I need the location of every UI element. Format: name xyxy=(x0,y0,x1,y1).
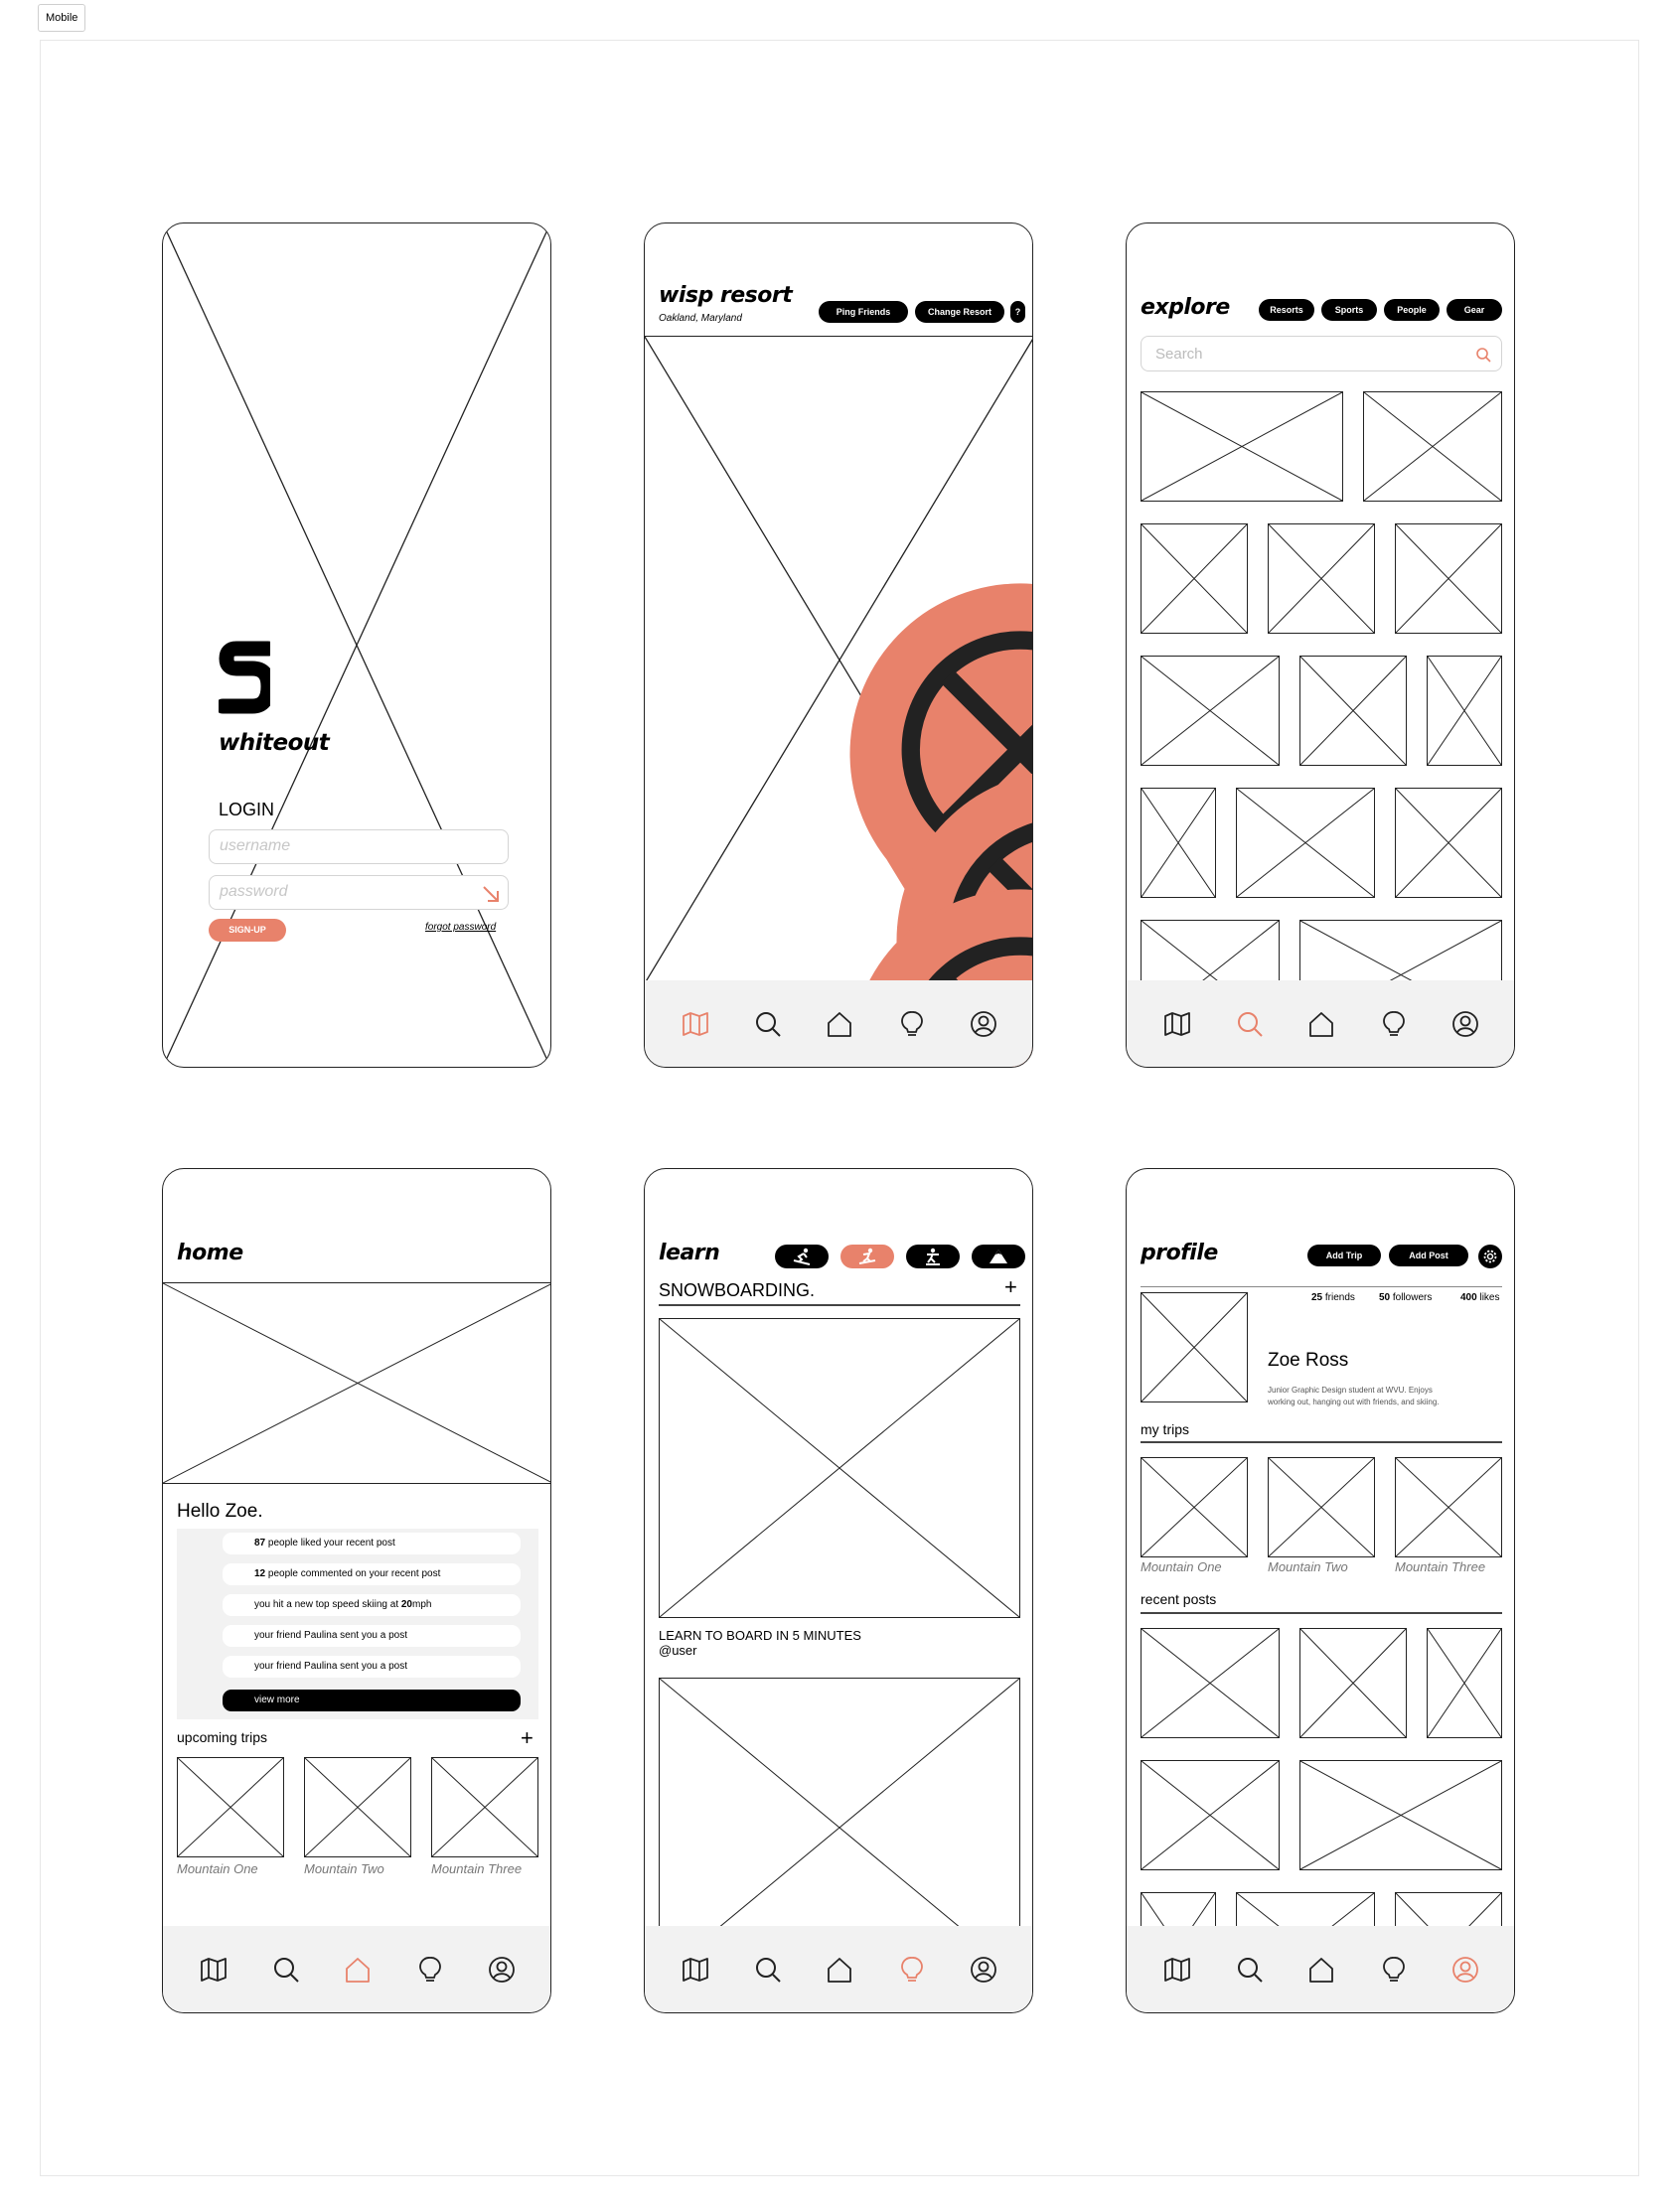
frame-label: Mobile xyxy=(38,4,85,32)
resort-map[interactable] xyxy=(645,336,1033,984)
notification-count: 87 xyxy=(254,1538,266,1548)
notification-text: people commented on your recent post xyxy=(265,1568,441,1579)
add-post-button[interactable]: Add Post xyxy=(1389,1245,1468,1266)
search-icon[interactable] xyxy=(754,1956,782,1984)
search-icon[interactable] xyxy=(1236,1010,1264,1038)
mountain-filter-button[interactable] xyxy=(972,1245,1025,1268)
resort-title: wisp resort xyxy=(659,283,793,308)
notification-item[interactable] xyxy=(223,1625,521,1647)
trip-caption: Mountain One xyxy=(177,1861,258,1876)
search-icon[interactable] xyxy=(754,1010,782,1038)
profile-icon[interactable] xyxy=(1451,1010,1479,1038)
recent-posts-heading: recent posts xyxy=(1141,1591,1217,1607)
trip-image[interactable] xyxy=(1395,1457,1502,1557)
add-trip-button[interactable]: + xyxy=(521,1725,533,1750)
explore-image[interactable] xyxy=(1236,788,1375,898)
notification-item[interactable] xyxy=(223,1656,521,1678)
notification-item[interactable] xyxy=(223,1533,521,1554)
explore-image[interactable] xyxy=(1427,656,1502,766)
divider xyxy=(1141,1286,1502,1287)
lightbulb-icon[interactable] xyxy=(898,1010,926,1038)
map-icon[interactable] xyxy=(682,1956,709,1984)
lightbulb-icon[interactable] xyxy=(1380,1956,1408,1984)
home-icon[interactable] xyxy=(1307,1010,1335,1038)
help-button[interactable]: ? xyxy=(1010,301,1025,323)
login-heading: LOGIN xyxy=(219,800,275,819)
forgot-password-link[interactable]: forgot password xyxy=(425,922,497,933)
notifications-panel xyxy=(177,1529,538,1719)
home-screen xyxy=(162,1168,551,2013)
profile-name: Zoe Ross xyxy=(1268,1350,1349,1371)
snowboard-filter-button[interactable] xyxy=(840,1245,894,1268)
resort-location: Oakland, Maryland xyxy=(659,313,742,324)
lightbulb-icon[interactable] xyxy=(416,1956,444,1984)
lightbulb-icon[interactable] xyxy=(1380,1010,1408,1038)
explore-image[interactable] xyxy=(1141,656,1280,766)
lightbulb-icon[interactable] xyxy=(898,1956,926,1984)
likes-stat[interactable] xyxy=(1460,1292,1499,1303)
snowboarder-icon xyxy=(857,1248,877,1265)
add-button[interactable]: + xyxy=(1004,1274,1017,1299)
post-image[interactable] xyxy=(1299,1760,1502,1870)
bottom-nav xyxy=(645,1926,1032,2012)
home-icon[interactable] xyxy=(344,1956,372,1984)
profile-icon[interactable] xyxy=(1451,1956,1479,1984)
settings-button[interactable] xyxy=(1478,1245,1502,1268)
change-resort-button[interactable]: Change Resort xyxy=(915,301,1004,323)
post-image[interactable] xyxy=(1299,1628,1407,1738)
profile-screen xyxy=(1126,1168,1515,2013)
map-icon[interactable] xyxy=(1163,1956,1191,1984)
trip-caption: Mountain Two xyxy=(1268,1559,1348,1574)
trip-image[interactable] xyxy=(177,1757,284,1857)
home-title: home xyxy=(177,1241,243,1265)
trip-caption: Mountain Three xyxy=(431,1861,523,1876)
profile-bio: working out, hanging out with friends, and skiing. xyxy=(1268,1398,1440,1406)
trip-caption: Mountain Three xyxy=(1395,1559,1486,1574)
upcoming-trips-heading: upcoming trips xyxy=(177,1729,268,1745)
tab-resorts[interactable]: Resorts xyxy=(1259,299,1314,321)
video-author[interactable]: @user xyxy=(659,1643,697,1658)
likes-label: likes xyxy=(1476,1292,1500,1303)
profile-title: profile xyxy=(1141,1241,1218,1265)
explore-image[interactable] xyxy=(1141,788,1216,898)
profile-bio: Junior Graphic Design student at WVU. Enjoys xyxy=(1268,1386,1433,1395)
home-icon[interactable] xyxy=(826,1010,853,1038)
notification-text: your friend Paulina sent you a post xyxy=(254,1630,407,1641)
followers-label: followers xyxy=(1390,1292,1433,1303)
username-placeholder: username xyxy=(220,837,291,854)
section-heading: SNOWBOARDING. xyxy=(659,1280,816,1300)
bottom-nav xyxy=(163,1926,550,2012)
add-trip-button[interactable]: Add Trip xyxy=(1307,1245,1381,1266)
friends-count: 25 xyxy=(1311,1292,1323,1303)
notification-speed: 20 xyxy=(400,1599,412,1610)
tab-sports[interactable]: Sports xyxy=(1321,299,1377,321)
skier-icon xyxy=(792,1248,812,1265)
password-placeholder: password xyxy=(220,883,288,900)
tab-people[interactable]: People xyxy=(1384,299,1440,321)
my-trips-heading: my trips xyxy=(1141,1421,1189,1437)
home-icon[interactable] xyxy=(826,1956,853,1984)
gear-icon xyxy=(1482,1249,1498,1264)
post-image[interactable] xyxy=(1141,1628,1280,1738)
explore-image[interactable] xyxy=(1268,523,1375,634)
search-input[interactable] xyxy=(1141,336,1502,371)
search-icon[interactable] xyxy=(1236,1956,1264,1984)
notification-count: 12 xyxy=(254,1568,266,1579)
learn-title: learn xyxy=(659,1241,720,1265)
friends-stat[interactable] xyxy=(1311,1292,1355,1303)
trip-image[interactable] xyxy=(1141,1457,1248,1557)
followers-stat[interactable] xyxy=(1379,1292,1432,1303)
map-icon[interactable] xyxy=(200,1956,228,1984)
view-more-button[interactable]: view more xyxy=(223,1690,521,1711)
trip-image[interactable] xyxy=(1268,1457,1375,1557)
notification-text: your friend Paulina sent you a post xyxy=(254,1661,407,1672)
greeting: Hello Zoe. xyxy=(177,1501,263,1522)
mountain-icon xyxy=(989,1248,1008,1265)
likes-count: 400 xyxy=(1460,1292,1477,1303)
learn-screen xyxy=(644,1168,1033,2013)
ski-filter-button[interactable] xyxy=(775,1245,829,1268)
avatar[interactable] xyxy=(1141,1292,1248,1402)
profile-icon[interactable] xyxy=(970,1956,997,1984)
divider xyxy=(659,1304,1020,1306)
explore-image[interactable] xyxy=(1395,523,1502,634)
notification-item[interactable] xyxy=(223,1563,521,1585)
notification-unit: mph xyxy=(412,1599,432,1610)
ping-friends-button[interactable]: Ping Friends xyxy=(819,301,908,323)
trip-caption: Mountain One xyxy=(1141,1559,1222,1574)
bottom-nav xyxy=(1127,980,1514,1067)
notification-text: you hit a new top speed skiing at xyxy=(254,1599,401,1610)
submit-arrow-icon[interactable] xyxy=(482,885,500,903)
map-icon[interactable] xyxy=(1163,1010,1191,1038)
search-icon[interactable] xyxy=(272,1956,300,1984)
trip-caption: Mountain Two xyxy=(304,1861,384,1876)
profile-icon[interactable] xyxy=(970,1010,997,1038)
divider xyxy=(1141,1441,1502,1443)
trip-image[interactable] xyxy=(304,1757,411,1857)
bottom-nav xyxy=(645,980,1032,1067)
username-field[interactable] xyxy=(209,829,509,864)
notification-item[interactable] xyxy=(223,1594,521,1616)
video-title[interactable]: LEARN TO BOARD IN 5 MINUTES xyxy=(659,1628,861,1643)
trip-image[interactable] xyxy=(431,1757,538,1857)
snowshoe-icon xyxy=(923,1248,943,1265)
explore-image[interactable] xyxy=(1395,788,1502,898)
profile-icon[interactable] xyxy=(488,1956,516,1984)
video-thumbnail[interactable] xyxy=(659,1318,1020,1618)
explore-image[interactable] xyxy=(1141,391,1343,502)
explore-image[interactable] xyxy=(1363,391,1502,502)
divider xyxy=(1141,1612,1502,1614)
explore-image[interactable] xyxy=(1299,656,1407,766)
cross-country-filter-button[interactable] xyxy=(906,1245,960,1268)
hero-image xyxy=(163,1282,551,1484)
map-icon[interactable] xyxy=(682,1010,709,1038)
explore-screen xyxy=(1126,222,1515,1068)
followers-count: 50 xyxy=(1379,1292,1391,1303)
home-icon[interactable] xyxy=(1307,1956,1335,1984)
notification-text: people liked your recent post xyxy=(265,1538,395,1548)
brand-name: whiteout xyxy=(219,730,330,756)
post-image[interactable] xyxy=(1427,1628,1502,1738)
explore-title: explore xyxy=(1141,295,1230,320)
tab-gear[interactable]: Gear xyxy=(1447,299,1502,321)
map-screen xyxy=(644,222,1033,1068)
bottom-nav xyxy=(1127,1926,1514,2012)
search-placeholder: Search xyxy=(1155,346,1203,363)
friends-label: friends xyxy=(1322,1292,1355,1303)
explore-image[interactable] xyxy=(1141,523,1248,634)
whiteout-logo xyxy=(219,635,270,726)
login-screen xyxy=(162,222,551,1068)
signup-button[interactable]: SIGN-UP xyxy=(209,919,286,942)
search-icon[interactable] xyxy=(1475,347,1491,363)
password-field[interactable] xyxy=(209,875,509,910)
post-image[interactable] xyxy=(1141,1760,1280,1870)
